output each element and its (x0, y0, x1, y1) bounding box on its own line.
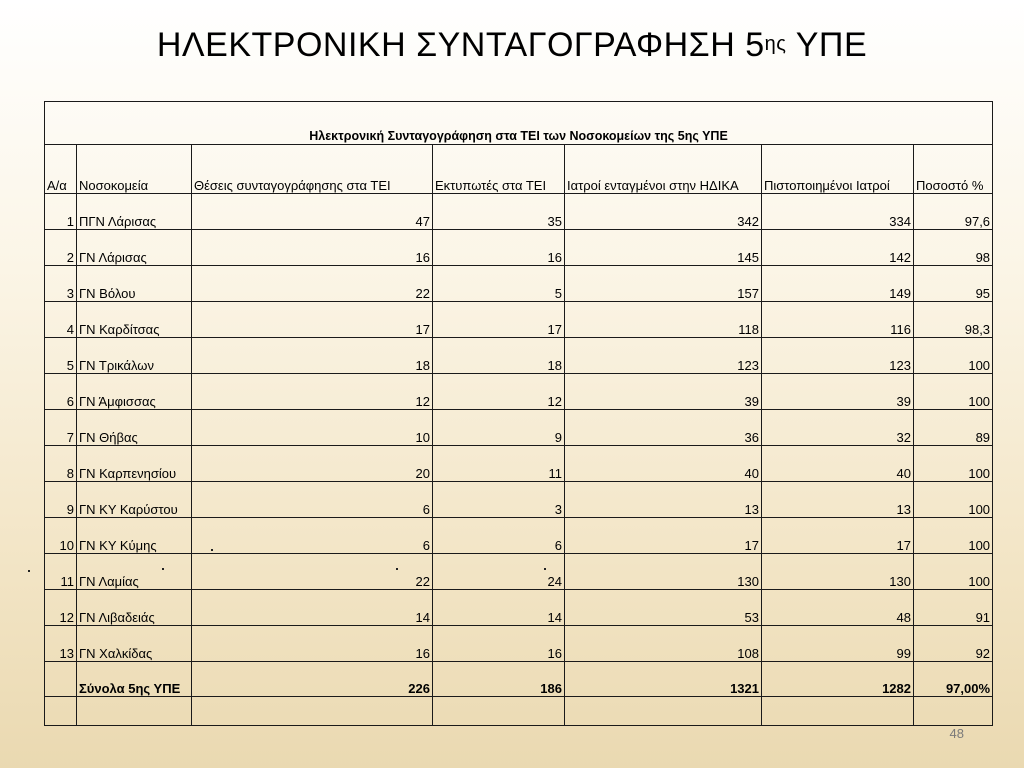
cell-percent: 100 (914, 518, 993, 554)
cell-aa: 7 (45, 410, 77, 446)
cell-certified: 116 (762, 302, 914, 338)
cell-hospital: ΓΝ Λάρισας (77, 230, 192, 266)
cell-certified: 99 (762, 626, 914, 662)
table-caption: Ηλεκτρονική Συνταγογράφηση στα ΤΕΙ των Νοσοκομείων της 5ης ΥΠΕ (45, 102, 993, 145)
cell-hospital: ΠΓΝ Λάρισας (77, 194, 192, 230)
cell-percent: 97,6 (914, 194, 993, 230)
cell-printers: 24 (433, 554, 565, 590)
table-row (45, 518, 993, 554)
table-row (45, 410, 993, 446)
cell-doctors: 108 (565, 626, 762, 662)
header-certified: Πιστοποιημένοι Ιατροί (762, 145, 914, 194)
cell-positions: 17 (192, 302, 433, 338)
cell-printers: 9 (433, 410, 565, 446)
table-row (45, 302, 993, 338)
totals-printers: 186 (433, 662, 565, 697)
cell-aa: 2 (45, 230, 77, 266)
cell-doctors: 17 (565, 518, 762, 554)
cell-certified: 13 (762, 482, 914, 518)
cell-aa: 8 (45, 446, 77, 482)
cell-hospital: ΓΝ Καρδίτσας (77, 302, 192, 338)
cell-doctors: 145 (565, 230, 762, 266)
cell-positions: 6 (192, 482, 433, 518)
stray-dot (544, 568, 546, 570)
table-row (45, 194, 993, 230)
cell-hospital: ΓΝ Άμφισσας (77, 374, 192, 410)
cell-positions: 22 (192, 266, 433, 302)
prescription-table (44, 101, 993, 726)
cell-positions: 18 (192, 338, 433, 374)
cell-printers: 12 (433, 374, 565, 410)
totals-percent: 97,00% (914, 662, 993, 697)
slide-title-superscript: ης (764, 33, 787, 55)
totals-aa-empty (45, 662, 77, 697)
cell-certified: 39 (762, 374, 914, 410)
stray-dot (28, 570, 30, 572)
cell-percent: 92 (914, 626, 993, 662)
totals-label: Σύνολα 5ης ΥΠΕ (77, 662, 192, 697)
table-row (45, 230, 993, 266)
cell-positions: 14 (192, 590, 433, 626)
cell-positions: 10 (192, 410, 433, 446)
table-header-row (45, 145, 993, 194)
cell-positions: 6 (192, 518, 433, 554)
cell-hospital: ΓΝ Τρικάλων (77, 338, 192, 374)
cell-doctors: 130 (565, 554, 762, 590)
table-row (45, 374, 993, 410)
header-hospital: Νοσοκομεία (77, 145, 192, 194)
stray-dot (396, 568, 398, 570)
cell-positions: 47 (192, 194, 433, 230)
cell-certified: 40 (762, 446, 914, 482)
table-row (45, 338, 993, 374)
cell-aa: 6 (45, 374, 77, 410)
cell-percent: 100 (914, 374, 993, 410)
cell-certified: 32 (762, 410, 914, 446)
totals-doctors: 1321 (565, 662, 762, 697)
table-row (45, 590, 993, 626)
cell-printers: 6 (433, 518, 565, 554)
cell-doctors: 36 (565, 410, 762, 446)
cell-printers: 11 (433, 446, 565, 482)
cell-aa: 1 (45, 194, 77, 230)
header-percent: Ποσοστό % (914, 145, 993, 194)
cell-doctors: 13 (565, 482, 762, 518)
cell-printers: 5 (433, 266, 565, 302)
cell-printers: 35 (433, 194, 565, 230)
empty-cell (762, 697, 914, 726)
table-row (45, 266, 993, 302)
empty-cell (433, 697, 565, 726)
cell-doctors: 118 (565, 302, 762, 338)
cell-printers: 16 (433, 230, 565, 266)
slide-title-main: ΗΛΕΚΤΡΟΝΙΚΗ ΣΥΝΤΑΓΟΓΡΑΦΗΣΗ 5 (156, 26, 765, 64)
totals-positions: 226 (192, 662, 433, 697)
empty-row (45, 697, 993, 726)
cell-doctors: 342 (565, 194, 762, 230)
cell-aa: 5 (45, 338, 77, 374)
table-caption-row (45, 102, 993, 145)
cell-doctors: 53 (565, 590, 762, 626)
cell-hospital: ΓΝ ΚΥ Καρύστου (77, 482, 192, 518)
empty-cell (565, 697, 762, 726)
cell-percent: 89 (914, 410, 993, 446)
cell-doctors: 40 (565, 446, 762, 482)
cell-percent: 95 (914, 266, 993, 302)
table-row (45, 626, 993, 662)
cell-percent: 100 (914, 554, 993, 590)
cell-percent: 100 (914, 482, 993, 518)
cell-certified: 142 (762, 230, 914, 266)
cell-doctors: 39 (565, 374, 762, 410)
cell-doctors: 123 (565, 338, 762, 374)
header-aa: Α/α (45, 145, 77, 194)
cell-aa: 12 (45, 590, 77, 626)
totals-row (45, 662, 993, 697)
header-positions: Θέσεις συνταγογράφησης στα ΤΕΙ (192, 145, 433, 194)
cell-hospital: ΓΝ Καρπενησίου (77, 446, 192, 482)
cell-hospital: ΓΝ ΚΥ Κύμης (77, 518, 192, 554)
table-row (45, 554, 993, 590)
cell-certified: 149 (762, 266, 914, 302)
cell-percent: 91 (914, 590, 993, 626)
empty-cell (77, 697, 192, 726)
cell-certified: 17 (762, 518, 914, 554)
empty-cell (914, 697, 993, 726)
stray-dot (162, 568, 164, 570)
page-number: 48 (949, 726, 964, 741)
cell-aa: 13 (45, 626, 77, 662)
table-row (45, 446, 993, 482)
cell-hospital: ΓΝ Θήβας (77, 410, 192, 446)
cell-percent: 100 (914, 338, 993, 374)
cell-printers: 3 (433, 482, 565, 518)
cell-certified: 123 (762, 338, 914, 374)
cell-printers: 17 (433, 302, 565, 338)
cell-hospital: ΓΝ Βόλου (77, 266, 192, 302)
cell-hospital: ΓΝ Λαμίας (77, 554, 192, 590)
cell-percent: 98,3 (914, 302, 993, 338)
table-row (45, 482, 993, 518)
cell-positions: 20 (192, 446, 433, 482)
cell-aa: 9 (45, 482, 77, 518)
slide-title-end: ΥΠΕ (786, 26, 868, 64)
header-doctors: Ιατροί ενταγμένοι στην ΗΔΙΚΑ (565, 145, 762, 194)
header-printers: Εκτυπωτές στα ΤΕΙ (433, 145, 565, 194)
cell-aa: 10 (45, 518, 77, 554)
cell-aa: 3 (45, 266, 77, 302)
cell-printers: 18 (433, 338, 565, 374)
cell-positions: 22 (192, 554, 433, 590)
cell-positions: 16 (192, 626, 433, 662)
cell-certified: 48 (762, 590, 914, 626)
cell-printers: 16 (433, 626, 565, 662)
cell-percent: 100 (914, 446, 993, 482)
cell-aa: 4 (45, 302, 77, 338)
cell-hospital: ΓΝ Χαλκίδας (77, 626, 192, 662)
cell-positions: 12 (192, 374, 433, 410)
cell-percent: 98 (914, 230, 993, 266)
totals-certified: 1282 (762, 662, 914, 697)
cell-positions: 16 (192, 230, 433, 266)
stray-dot (211, 549, 213, 551)
cell-printers: 14 (433, 590, 565, 626)
cell-doctors: 157 (565, 266, 762, 302)
slide-title (0, 26, 1024, 65)
cell-aa: 11 (45, 554, 77, 590)
empty-cell (45, 697, 77, 726)
empty-cell (192, 697, 433, 726)
cell-hospital: ΓΝ Λιβαδειάς (77, 590, 192, 626)
cell-certified: 130 (762, 554, 914, 590)
cell-certified: 334 (762, 194, 914, 230)
